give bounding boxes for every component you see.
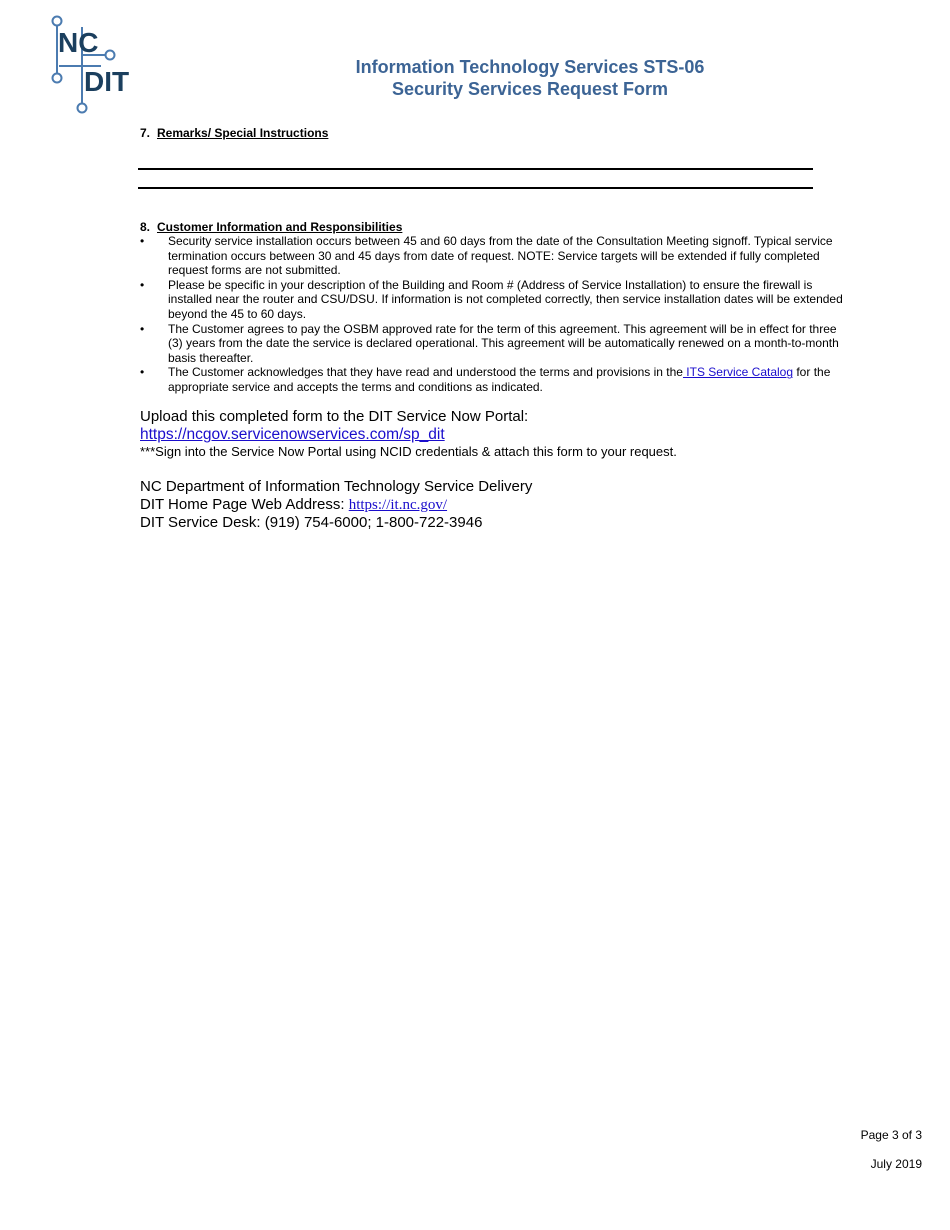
servicenow-portal-link[interactable]: https://ncgov.servicenowservices.com/sp_dit [140,426,445,443]
list-item [140,322,852,366]
bullet-symbol: • [140,365,145,380]
section-8-number: 8. [140,220,151,234]
section-7-number: 7. [140,126,151,140]
contact-service-desk: DIT Service Desk: (919) 754-6000; 1-800-722-3946 [140,514,483,531]
list-item-text: Please be specific in your description of the Building and Room # (Address of Service Installation) to ensure the firewall is installed near the router and CSU/DSU. If information is not completed correctly, then service installation dates will be extended beyond the 45 to 60 days. [168,277,843,321]
bullet-symbol: • [140,321,145,336]
list-item [140,234,852,278]
revision-date: July 2019 [870,1157,922,1171]
responsibilities-list [140,234,852,395]
page-title [300,56,760,100]
section-8-title: Customer Information and Responsibilities [157,220,403,234]
its-service-catalog-link[interactable]: ITS Service Catalog [682,365,794,380]
remarks-line-1[interactable] [138,168,813,170]
contact-department: NC Department of Information Technology Service Delivery [140,478,533,495]
section-7-heading [140,126,328,140]
dit-home-page-link[interactable]: https://it.nc.gov/ [348,497,448,513]
contact-info [140,478,860,532]
web-address-label: DIT Home Page Web Address: [140,496,349,513]
contact-web-address [140,496,860,514]
list-item-text-after: for the appropriate service and accepts the terms and conditions as indicated. [168,365,831,394]
title-line-2: Security Services Request Form [391,79,669,99]
logo-text-dit: DIT [84,66,130,97]
upload-instructions [140,408,860,460]
bullet-symbol: • [140,277,145,292]
list-item-text: The Customer agrees to pay the OSBM approved rate for the term of this agreement. This agreement will be in effect for three (3) years from the date the service is declared operational. This agreement will be automatically renewed on a month-to-month basis thereafter. [168,321,839,365]
title-line-1: Information Technology Services STS-06 [355,57,705,77]
nc-dit-logo-graphic [46,12,146,122]
list-item-text-before: The Customer acknowledges that they have read and understood the terms and provisions in the [168,365,683,380]
list-item-text: Security service installation occurs between 45 and 60 days from the date of the Consultation Meeting signoff. Typical service termination occurs between 30 and 45 days from date of request. NOTE: Service targets will be extended if fully completed request forms are not submitted. [168,234,833,278]
list-item [140,278,852,322]
nc-dit-logo [46,12,146,122]
remarks-line-2[interactable] [138,187,813,189]
upload-note: ***Sign into the Service Now Portal using NCID credentials & attach this form to your request. [140,444,677,459]
upload-heading: Upload this completed form to the DIT Service Now Portal: [140,408,529,425]
list-item [140,365,852,394]
page-number: Page 3 of 3 [860,1128,922,1142]
bullet-symbol: • [140,234,145,248]
section-8-heading [140,220,402,234]
logo-text-nc: NC [58,27,99,58]
section-7-title: Remarks/ Special Instructions [157,126,329,140]
